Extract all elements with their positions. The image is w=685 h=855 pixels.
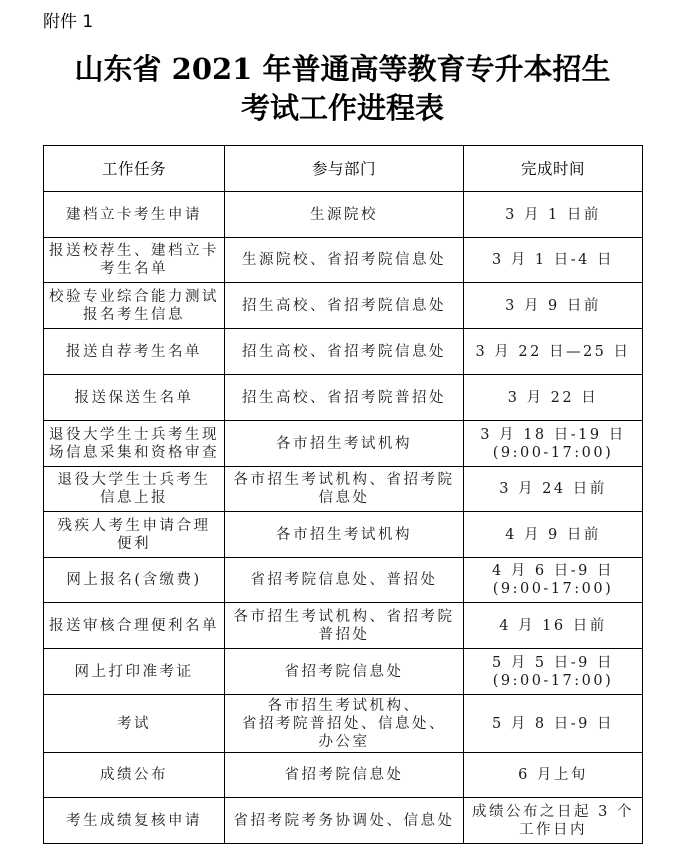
task-cell: [44, 798, 225, 844]
table-row: [44, 421, 643, 467]
task-cell-line: 场信息采集和资格审查: [49, 444, 219, 461]
task-cell: [44, 192, 225, 238]
time-cell-line: (9:00-17:00): [492, 581, 614, 597]
header-completion-time: 完成时间: [464, 146, 643, 192]
departments-cell-line: 办公室: [318, 733, 370, 750]
departments-cell-line: 省招考院普招处、信息处、: [242, 715, 446, 732]
table-row: [44, 558, 643, 603]
time-cell-line: (9:00-17:00): [492, 444, 614, 461]
time-cell: [464, 375, 643, 421]
attachment-label: 附件 1: [43, 12, 94, 32]
task-cell-line: 报送自荐考生名单: [66, 343, 202, 360]
task-cell: [44, 329, 225, 375]
time-cell: [464, 329, 643, 375]
departments-cell-line: 各市招生考试机构、: [267, 697, 421, 714]
departments-cell-line: 信息处: [318, 490, 370, 506]
departments-cell-line: 普招处: [318, 626, 370, 643]
table-body: [44, 192, 643, 844]
time-cell-line: 3 月 18 日-19 日: [480, 426, 626, 443]
table-row: [44, 467, 643, 512]
task-cell-line: 网上报名(含缴费): [66, 572, 202, 588]
time-cell-line: 3 月 22 日: [507, 389, 599, 406]
time-cell-line: 5 月 8 日-9 日: [491, 715, 614, 732]
departments-cell: [225, 192, 464, 238]
task-cell: [44, 283, 225, 329]
task-cell: [44, 649, 225, 695]
departments-cell: [225, 603, 464, 649]
time-cell: [464, 753, 643, 798]
departments-cell-line: 生源院校: [310, 206, 378, 223]
time-cell-line: 4 月 9 日前: [505, 526, 601, 543]
departments-cell-line: 省招考院信息处: [284, 767, 404, 783]
task-cell-line: 信息上报: [100, 490, 168, 506]
header-departments: 参与部门: [225, 146, 464, 192]
time-cell: [464, 798, 643, 844]
task-cell-line: 考生成绩复核申请: [66, 812, 202, 829]
departments-cell-line: 招生高校、省招考院信息处: [242, 297, 446, 314]
time-cell: [464, 421, 643, 467]
departments-cell: [225, 649, 464, 695]
task-cell: [44, 375, 225, 421]
departments-cell: [225, 558, 464, 603]
departments-cell: [225, 283, 464, 329]
departments-cell-line: 省招考院信息处、普招处: [250, 572, 438, 588]
time-cell-line: 3 月 9 日前: [505, 297, 601, 314]
departments-cell-line: 生源院校、省招考院信息处: [242, 252, 446, 268]
table-row: [44, 695, 643, 753]
task-cell-line: 报送校荐生、建档立卡: [49, 243, 219, 259]
time-cell-line: 3 月 24 日前: [499, 481, 607, 497]
table-row: [44, 283, 643, 329]
document-title: [0, 50, 685, 128]
task-cell-line: 报名考生信息: [83, 306, 185, 323]
departments-cell: [225, 421, 464, 467]
departments-cell-line: 招生高校、省招考院信息处: [242, 343, 446, 360]
departments-cell: [225, 375, 464, 421]
time-cell-line: 3 月 22 日—25 日: [475, 343, 631, 360]
table-row: [44, 753, 643, 798]
task-cell-line: 考生名单: [100, 261, 168, 277]
departments-cell-line: 省招考院信息处: [284, 663, 404, 680]
task-cell-line: 成绩公布: [100, 767, 168, 783]
task-cell: [44, 467, 225, 512]
task-cell-line: 建档立卡考生申请: [66, 206, 202, 223]
time-cell-line: 成绩公布之日起 3 个: [472, 803, 634, 820]
departments-cell-line: 各市招生考试机构、省招考院: [233, 472, 455, 488]
departments-cell: [225, 753, 464, 798]
departments-cell-line: 省招考院考务协调处、信息处: [233, 812, 455, 829]
title-line-1: 山东省 2021 年普通高等教育专升本招生: [74, 52, 611, 86]
task-cell-line: 网上打印准考证: [74, 663, 194, 680]
task-cell-line: 报送审核合理便利名单: [49, 617, 219, 634]
time-cell-line: (9:00-17:00): [492, 672, 614, 689]
table-row: [44, 192, 643, 238]
task-cell-line: 考试: [117, 715, 151, 732]
table-row: [44, 649, 643, 695]
time-cell: [464, 192, 643, 238]
table-header-row: [44, 146, 643, 192]
departments-cell: [225, 798, 464, 844]
task-cell: [44, 753, 225, 798]
task-cell: [44, 558, 225, 603]
task-cell: [44, 512, 225, 558]
time-cell-line: 6 月上旬: [518, 767, 588, 783]
time-cell-line: 4 月 16 日前: [499, 617, 607, 634]
departments-cell-line: 各市招生考试机构: [276, 526, 412, 543]
time-cell: [464, 467, 643, 512]
time-cell: [464, 283, 643, 329]
title-line-2: 考试工作进程表: [240, 91, 444, 125]
time-cell-line: 3 月 1 日前: [505, 206, 601, 223]
departments-cell: [225, 512, 464, 558]
table-row: [44, 329, 643, 375]
time-cell-line: 5 月 5 日-9 日: [491, 654, 614, 671]
task-cell: [44, 421, 225, 467]
table-row: [44, 603, 643, 649]
header-task: 工作任务: [44, 146, 225, 192]
time-cell: [464, 649, 643, 695]
task-cell-line: 校验专业综合能力测试: [49, 288, 219, 305]
departments-cell-line: 各市招生考试机构: [276, 435, 412, 452]
time-cell-line: 工作日内: [519, 821, 587, 838]
task-cell-line: 残疾人考生申请合理: [57, 517, 211, 534]
time-cell-line: 4 月 6 日-9 日: [491, 563, 614, 579]
task-cell: [44, 603, 225, 649]
time-cell: [464, 558, 643, 603]
departments-cell: [225, 238, 464, 283]
table-row: [44, 798, 643, 844]
departments-cell: [225, 329, 464, 375]
task-cell-line: 退役大学生士兵考生现: [49, 426, 219, 443]
departments-cell-line: 招生高校、省招考院普招处: [242, 389, 446, 406]
departments-cell: [225, 467, 464, 512]
task-cell-line: 便利: [117, 535, 151, 552]
task-cell: [44, 695, 225, 753]
schedule-table: [43, 145, 643, 844]
time-cell: [464, 603, 643, 649]
table-row: [44, 512, 643, 558]
time-cell-line: 3 月 1 日-4 日: [491, 252, 614, 268]
departments-cell: [225, 695, 464, 753]
table-row: [44, 375, 643, 421]
time-cell: [464, 238, 643, 283]
task-cell-line: 报送保送生名单: [74, 389, 194, 406]
task-cell-line: 退役大学生士兵考生: [57, 472, 211, 488]
task-cell: [44, 238, 225, 283]
time-cell: [464, 512, 643, 558]
departments-cell-line: 各市招生考试机构、省招考院: [233, 608, 455, 625]
table-row: [44, 238, 643, 283]
time-cell: [464, 695, 643, 753]
